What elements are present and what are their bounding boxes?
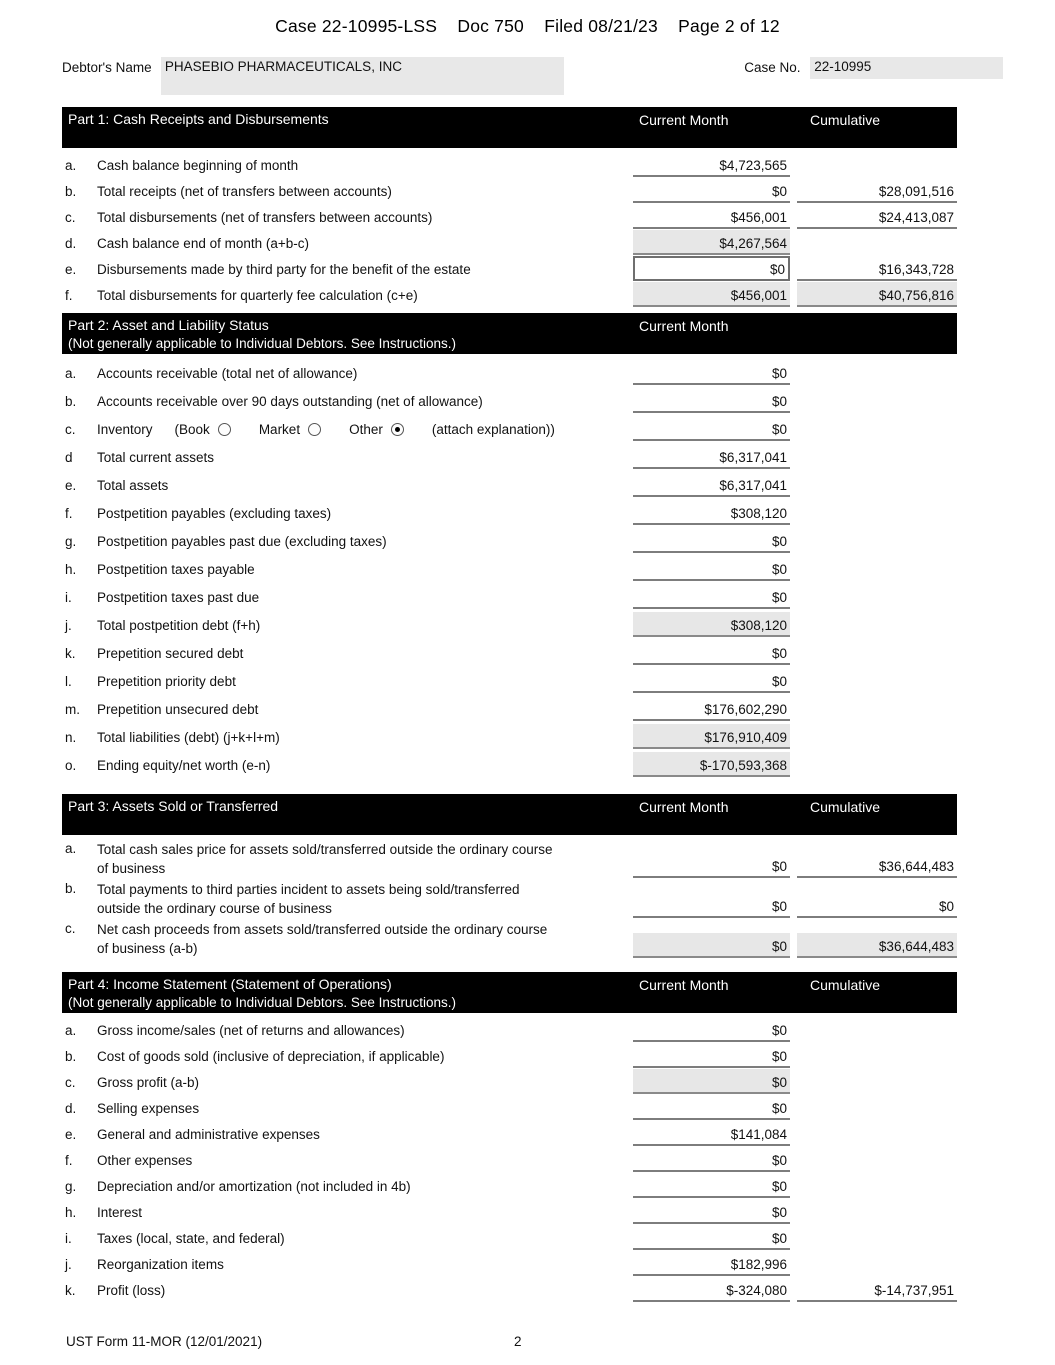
part-2-row-f-label: Postpetition payables (excluding taxes) xyxy=(97,506,332,521)
part-2-row-e-label: Total assets xyxy=(97,478,169,493)
part-2-row-e xyxy=(62,469,957,497)
part-2-row-c-label xyxy=(97,421,633,441)
part-4-row-c-letter: c. xyxy=(65,1075,76,1090)
part-4-row-h-current-month-value: $0 xyxy=(633,1199,790,1224)
case-no-field: 22-10995 xyxy=(810,57,1003,79)
part-1-row-e-current-month-value[interactable]: $0 xyxy=(633,256,790,281)
part-4-row-f-cumulative-value xyxy=(797,1147,957,1172)
part-3-row-b-letter: b. xyxy=(65,881,77,896)
part-4-row-c-label: Gross profit (a-b) xyxy=(97,1075,200,1090)
part-1-title: Part 1: Cash Receipts and Disbursements xyxy=(68,111,329,127)
part-2-row-c-cumulative-value xyxy=(797,416,957,441)
part-1-row-e xyxy=(62,255,957,281)
part-1-row-a xyxy=(62,151,957,177)
part-2-row-i-label: Postpetition taxes past due xyxy=(97,590,260,605)
inventory-option-market-label: Market xyxy=(258,422,301,437)
part-3-row-b-label: Total payments to third parties incident to assets being sold/transferred outside the ordinary course of business xyxy=(97,882,520,916)
part-4-row-g-cumulative-value xyxy=(797,1173,957,1198)
radio-other-icon[interactable] xyxy=(391,423,404,436)
part-2-row-l xyxy=(62,665,957,693)
part-4-row-h-label: Interest xyxy=(97,1205,143,1220)
part-4-row-a-label: Gross income/sales (net of returns and allowances) xyxy=(97,1023,405,1038)
part-3-row-b xyxy=(62,878,957,918)
part-2-row-a-current-month-value: $0 xyxy=(633,360,790,385)
part-3-header-bar xyxy=(62,794,957,835)
part-4-row-c xyxy=(62,1068,957,1094)
part-4-row-c-current-month-value: $0 xyxy=(633,1069,790,1094)
part-4-row-j-label: Reorganization items xyxy=(97,1257,224,1272)
part-2-row-j-label: Total postpetition debt (f+h) xyxy=(97,618,261,633)
part-2-row-g-letter: g. xyxy=(65,534,77,549)
part-2-row-n-cumulative-value xyxy=(797,724,957,749)
part-2-row-i-current-month-value: $0 xyxy=(633,584,790,609)
part-4-row-d xyxy=(62,1094,957,1120)
part-2-row-f-current-month-value: $308,120 xyxy=(633,500,790,525)
part-4-subtitle: (Not generally applicable to Individual Debtors. See Instructions.) xyxy=(68,995,456,1010)
inventory-option-book-label: (Book xyxy=(174,422,210,437)
part-4-row-e xyxy=(62,1120,957,1146)
part-2-row-n xyxy=(62,721,957,749)
part-2-row-e-cumulative-value xyxy=(797,472,957,497)
part-2-row-h-cumulative-value xyxy=(797,556,957,581)
part-1-row-d-current-month-value: $4,267,564 xyxy=(633,230,790,255)
page-footer xyxy=(66,1334,1055,1349)
part-4-row-k-current-month-value: $-324,080 xyxy=(633,1277,790,1302)
inventory-suffix-label: (attach explanation)) xyxy=(431,422,555,437)
part-2-row-a-cumulative-value xyxy=(797,360,957,385)
part-4-row-e-letter: e. xyxy=(65,1127,77,1142)
part-4-row-a-cumulative-value xyxy=(797,1017,957,1042)
part-4-row-g-letter: g. xyxy=(65,1179,77,1194)
part-4-row-k-letter: k. xyxy=(65,1283,76,1298)
part-2-row-m-letter: m. xyxy=(65,702,80,717)
part-4-section xyxy=(62,972,957,1302)
part-2-header-bar xyxy=(62,313,957,354)
part-1-row-b xyxy=(62,177,957,203)
form-version-label: UST Form 11-MOR (12/01/2021) xyxy=(66,1334,263,1349)
part-2-row-c xyxy=(62,413,957,441)
part-2-row-n-label: Total liabilities (debt) (j+k+l+m) xyxy=(97,730,280,745)
part-1-row-a-letter: a. xyxy=(65,158,77,173)
part-2-row-a-letter: a. xyxy=(65,366,77,381)
part-4-row-e-cumulative-value xyxy=(797,1121,957,1146)
part-4-row-d-cumulative-value xyxy=(797,1095,957,1120)
part-2-row-o xyxy=(62,749,957,777)
part-3-row-b-current-month-value: $0 xyxy=(633,893,790,918)
part-1-row-c-label: Total disbursements (net of transfers between accounts) xyxy=(97,210,433,225)
part-4-row-b xyxy=(62,1042,957,1068)
part-2-row-b-current-month-value: $0 xyxy=(633,388,790,413)
part-2-row-o-letter: o. xyxy=(65,758,77,773)
part-4-row-f-current-month-value: $0 xyxy=(633,1147,790,1172)
part-4-row-k xyxy=(62,1276,957,1302)
part-1-row-b-current-month-value: $0 xyxy=(633,178,790,203)
part-1-row-f-current-month-value: $456,001 xyxy=(633,282,790,307)
part-1-row-a-cumulative-value xyxy=(797,152,957,177)
part-2-row-b xyxy=(62,385,957,413)
part-2-row-j xyxy=(62,609,957,637)
part-1-row-f-label: Total disbursements for quarterly fee calculation (c+e) xyxy=(97,288,418,303)
part-4-row-f xyxy=(62,1146,957,1172)
part-4-row-b-label: Cost of goods sold (inclusive of depreciation, if applicable) xyxy=(97,1049,445,1064)
part-4-row-i-label: Taxes (local, state, and federal) xyxy=(97,1231,285,1246)
part-4-row-d-current-month-value: $0 xyxy=(633,1095,790,1120)
part-4-row-i-current-month-value: $0 xyxy=(633,1225,790,1250)
part-2-row-g-current-month-value: $0 xyxy=(633,528,790,553)
part-3-row-c-cumulative-value: $36,644,483 xyxy=(797,933,957,958)
part-2-row-b-letter: b. xyxy=(65,394,77,409)
part-2-row-l-cumulative-value xyxy=(797,668,957,693)
part-2-row-a-label: Accounts receivable (total net of allowance) xyxy=(97,366,358,381)
part-2-row-m-label: Prepetition unsecured debt xyxy=(97,702,259,717)
part-1-row-f-cumulative-value: $40,756,816 xyxy=(797,282,957,307)
page-number: 2 xyxy=(514,1334,522,1349)
radio-market-icon[interactable] xyxy=(308,423,321,436)
part-2-row-e-letter: e. xyxy=(65,478,77,493)
part-2-row-j-cumulative-value xyxy=(797,612,957,637)
part-2-subtitle: (Not generally applicable to Individual Debtors. See Instructions.) xyxy=(68,336,456,351)
part-2-row-l-label: Prepetition priority debt xyxy=(97,674,236,689)
part-4-row-e-current-month-value: $141,084 xyxy=(633,1121,790,1146)
part-1-row-e-cumulative-value: $16,343,728 xyxy=(797,256,957,281)
part-4-row-i-letter: i. xyxy=(65,1231,72,1246)
part-2-row-o-current-month-value: $-170,593,368 xyxy=(633,752,790,777)
part-3-row-c-letter: c. xyxy=(65,921,76,936)
part-3-row-a-letter: a. xyxy=(65,841,77,856)
part-2-row-l-current-month-value: $0 xyxy=(633,668,790,693)
part-3-section xyxy=(62,794,957,958)
part-2-row-j-letter: j. xyxy=(65,618,72,633)
part-4-row-d-label: Selling expenses xyxy=(97,1101,200,1116)
part-2-row-b-cumulative-value xyxy=(797,388,957,413)
part-3-row-a-label: Total cash sales price for assets sold/transferred outside the ordinary course of business xyxy=(97,842,553,876)
part-2-row-k-letter: k. xyxy=(65,646,76,661)
part-4-row-k-cumulative-value: $-14,737,951 xyxy=(797,1277,957,1302)
part-1-header-bar xyxy=(62,107,957,148)
part-4-row-k-label: Profit (loss) xyxy=(97,1283,166,1298)
part-2-row-e-current-month-value: $6,317,041 xyxy=(633,472,790,497)
part-2-row-f xyxy=(62,497,957,525)
part-3-row-a-current-month-value: $0 xyxy=(633,853,790,878)
part-4-row-j-letter: j. xyxy=(65,1257,72,1272)
part-4-row-j xyxy=(62,1250,957,1276)
part-1-row-b-cumulative-value: $28,091,516 xyxy=(797,178,957,203)
part-2-row-f-cumulative-value xyxy=(797,500,957,525)
part-2-row-c-letter: c. xyxy=(65,422,76,437)
debtor-name-field: PHASEBIO PHARMACEUTICALS, INC xyxy=(161,57,565,95)
part-2-row-n-letter: n. xyxy=(65,730,77,745)
part-3-row-a-cumulative-value: $36,644,483 xyxy=(797,853,957,878)
part-1-column-header-current-month: Current Month xyxy=(639,112,729,128)
part-3-column-header-cumulative: Cumulative xyxy=(810,799,881,815)
debtor-name-label: Debtor's Name xyxy=(62,60,152,75)
part-4-row-e-label: General and administrative expenses xyxy=(97,1127,320,1142)
part-4-row-i xyxy=(62,1224,957,1250)
part-4-row-g xyxy=(62,1172,957,1198)
part-1-row-c xyxy=(62,203,957,229)
part-2-row-m xyxy=(62,693,957,721)
part-4-column-header-cumulative: Cumulative xyxy=(810,977,881,993)
part-1-row-b-letter: b. xyxy=(65,184,77,199)
part-3-row-c-label: Net cash proceeds from assets sold/transferred outside the ordinary course of business (a-b) xyxy=(97,922,548,956)
part-1-column-header-cumulative: Cumulative xyxy=(810,112,881,128)
part-2-row-m-cumulative-value xyxy=(797,696,957,721)
part-4-row-b-current-month-value: $0 xyxy=(633,1043,790,1068)
part-2-row-g-label: Postpetition payables past due (excluding taxes) xyxy=(97,534,387,549)
part-2-row-h-current-month-value: $0 xyxy=(633,556,790,581)
part-2-row-d-letter: d xyxy=(65,450,73,465)
part-2-row-h xyxy=(62,553,957,581)
part-4-row-a xyxy=(62,1016,957,1042)
part-4-title: Part 4: Income Statement (Statement of Operations) xyxy=(68,976,392,992)
inventory-option-other-label: Other xyxy=(349,422,383,437)
radio-book-icon[interactable] xyxy=(218,423,231,436)
part-2-row-a xyxy=(62,357,957,385)
part-4-row-h xyxy=(62,1198,957,1224)
part-1-row-d-cumulative-value xyxy=(797,230,957,255)
part-2-title: Part 2: Asset and Liability Status xyxy=(68,317,269,333)
part-1-row-d-letter: d. xyxy=(65,236,77,251)
part-4-row-h-cumulative-value xyxy=(797,1199,957,1224)
part-2-row-d xyxy=(62,441,957,469)
part-3-title: Part 3: Assets Sold or Transferred xyxy=(68,798,279,814)
part-2-column-header-current-month: Current Month xyxy=(639,318,729,334)
part-2-row-i-letter: i. xyxy=(65,590,72,605)
part-2-row-d-label: Total current assets xyxy=(97,450,215,465)
case-caption-header: Case 22-10995-LSS Doc 750 Filed 08/21/23 Page 2 of 12 xyxy=(275,16,780,36)
part-1-section xyxy=(62,107,957,307)
case-no-label: Case No. xyxy=(744,60,801,75)
part-4-row-b-letter: b. xyxy=(65,1049,77,1064)
part-1-row-b-label: Total receipts (net of transfers between accounts) xyxy=(97,184,392,199)
part-4-row-h-letter: h. xyxy=(65,1205,77,1220)
part-2-row-j-current-month-value: $308,120 xyxy=(633,612,790,637)
part-2-row-l-letter: l. xyxy=(65,674,72,689)
part-2-row-c-current-month-value: $0 xyxy=(633,416,790,441)
part-4-row-g-current-month-value: $0 xyxy=(633,1173,790,1198)
part-1-row-d-label: Cash balance end of month (a+b-c) xyxy=(97,236,309,251)
part-2-row-i-cumulative-value xyxy=(797,584,957,609)
part-1-row-f-letter: f. xyxy=(65,288,73,303)
part-1-row-e-letter: e. xyxy=(65,262,77,277)
part-2-row-k-cumulative-value xyxy=(797,640,957,665)
part-1-row-a-current-month-value: $4,723,565 xyxy=(633,152,790,177)
part-2-row-i xyxy=(62,581,957,609)
part-4-row-a-current-month-value: $0 xyxy=(633,1017,790,1042)
part-2-row-k-current-month-value: $0 xyxy=(633,640,790,665)
part-1-row-c-letter: c. xyxy=(65,210,76,225)
part-1-row-a-label: Cash balance beginning of month xyxy=(97,158,299,173)
part-4-row-i-cumulative-value xyxy=(797,1225,957,1250)
part-2-row-n-current-month-value: $176,910,409 xyxy=(633,724,790,749)
part-2-row-g xyxy=(62,525,957,553)
part-2-row-o-cumulative-value xyxy=(797,752,957,777)
part-1-row-c-current-month-value: $456,001 xyxy=(633,204,790,229)
part-1-row-f xyxy=(62,281,957,307)
part-4-row-j-current-month-value: $182,996 xyxy=(633,1251,790,1276)
part-4-column-header-current-month: Current Month xyxy=(639,977,729,993)
part-2-row-o-label: Ending equity/net worth (e-n) xyxy=(97,758,271,773)
part-1-row-c-cumulative-value: $24,413,087 xyxy=(797,204,957,229)
part-1-row-e-label: Disbursements made by third party for the benefit of the estate xyxy=(97,262,471,277)
part-2-row-f-letter: f. xyxy=(65,506,73,521)
part-3-row-a xyxy=(62,838,957,878)
part-2-row-b-label: Accounts receivable over 90 days outstanding (net of allowance) xyxy=(97,394,483,409)
part-2-row-k-label: Prepetition secured debt xyxy=(97,646,244,661)
part-3-column-header-current-month: Current Month xyxy=(639,799,729,815)
part-4-row-j-cumulative-value xyxy=(797,1251,957,1276)
part-2-section xyxy=(62,313,957,777)
part-1-row-d xyxy=(62,229,957,255)
part-2-row-m-current-month-value: $176,602,290 xyxy=(633,696,790,721)
part-2-row-k xyxy=(62,637,957,665)
part-2-row-h-letter: h. xyxy=(65,562,77,577)
part-3-row-c-current-month-value: $0 xyxy=(633,933,790,958)
part-2-row-h-label: Postpetition taxes payable xyxy=(97,562,255,577)
part-4-row-a-letter: a. xyxy=(65,1023,77,1038)
part-2-row-g-cumulative-value xyxy=(797,528,957,553)
form-body xyxy=(0,107,1055,1302)
part-4-row-b-cumulative-value xyxy=(797,1043,957,1068)
part-4-header-bar xyxy=(62,972,957,1013)
part-2-row-d-current-month-value: $6,317,041 xyxy=(633,444,790,469)
inventory-label: Inventory xyxy=(97,422,153,437)
part-4-row-f-label: Other expenses xyxy=(97,1153,193,1168)
part-3-row-b-cumulative-value: $0 xyxy=(797,893,957,918)
part-2-row-d-cumulative-value xyxy=(797,444,957,469)
part-4-row-c-cumulative-value xyxy=(797,1069,957,1094)
part-4-row-f-letter: f. xyxy=(65,1153,73,1168)
part-2-titles xyxy=(68,317,951,351)
part-4-row-d-letter: d. xyxy=(65,1101,77,1116)
debtor-case-row xyxy=(62,57,1003,95)
part-4-row-g-label: Depreciation and/or amortization (not included in 4b) xyxy=(97,1179,411,1194)
part-3-row-c xyxy=(62,918,957,958)
